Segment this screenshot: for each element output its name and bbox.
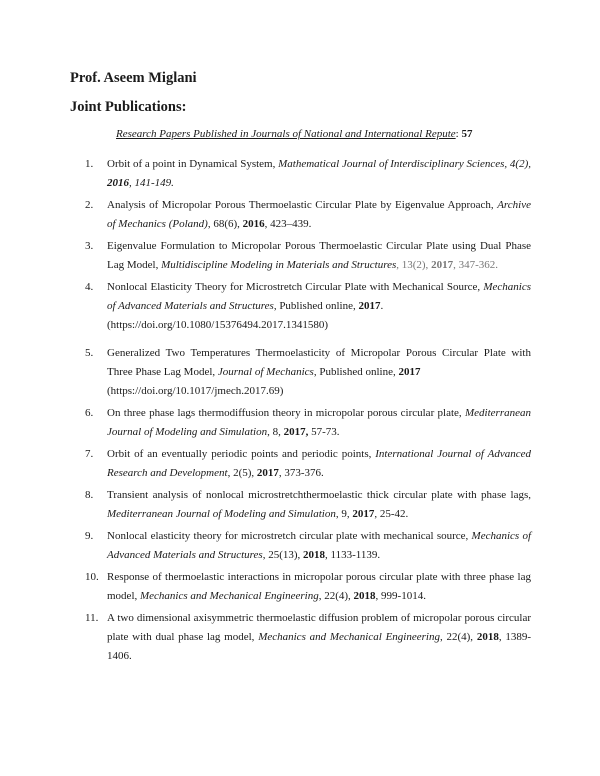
volume-issue: , 25(13), (262, 549, 304, 561)
publication-item (85, 196, 531, 234)
subtitle-separator: : (455, 128, 462, 140)
publication-item (85, 568, 531, 606)
paper-title: A two dimensional axisymmetric thermoelastic diffusion problem of micropolar porous circular plate with dual phase lag model, (107, 612, 531, 643)
journal-name: Mechanics of Advanced Materials and Structures (107, 530, 532, 561)
pages: , 999-1014. (375, 590, 426, 602)
pages: 57-73. (308, 426, 340, 438)
journal-name: Mathematical Journal of Interdisciplinary Sciences, 4(2), (278, 158, 531, 170)
publication-year: 2017 (358, 300, 381, 312)
publications-subtitle (116, 128, 472, 140)
pages: , 25-42. (374, 508, 409, 520)
journal-name: Mediterranean Journal of Modeling and Simulation (107, 407, 531, 438)
publication-year: 2016 (242, 218, 265, 230)
volume-issue: , 9, (335, 508, 353, 520)
item-number: 3. (85, 240, 94, 252)
pages: , 373-376. (278, 467, 324, 479)
pages: , 347-362. (453, 259, 498, 271)
publication-status: , Published online, (273, 300, 359, 312)
publication-item (85, 344, 531, 401)
journal-name: Multidiscipline Modeling in Materials and Structures (161, 259, 397, 271)
subtitle-link: Research Papers Published in Journals of National and International Repute (116, 128, 456, 140)
publication-year: 2017, (283, 426, 309, 438)
journal-name: International Journal of Advanced Research and Development (107, 448, 531, 479)
section-heading: Joint Publications: (70, 99, 187, 115)
doi-link[interactable]: (https://doi.org/10.1017/jmech.2017.69) (107, 385, 284, 397)
journal-name: Mechanics of Advanced Materials and Structures (107, 281, 531, 312)
pages: , 1389-1406. (107, 631, 531, 662)
publication-count: 57 (461, 128, 473, 140)
item-number: 4. (85, 281, 94, 293)
paper-title: Eigenvalue Formulation to Micropolar Porous Thermoelastic Circular Plate using Dual Phase Lag Model, (107, 240, 531, 271)
publication-year: 2018 (303, 549, 326, 561)
journal-name: Archive of Mechanics (Poland) (107, 199, 531, 230)
item-number: 10. (85, 571, 99, 583)
doi-link[interactable]: (https://doi.org/10.1080/15376494.2017.1341580) (107, 319, 329, 331)
item-number: 1. (85, 158, 94, 170)
paper-title: Transient analysis of nonlocal microstretchthermoelastic thick circular plate with phase lags, (107, 489, 531, 501)
paper-title: Response of thermoelastic interactions in micropolar porous circular plate with three phase lag model, (107, 571, 531, 602)
paper-title: Analysis of Micropolar Porous Thermoelastic Circular Plate by Eigenvalue Approach, (107, 199, 498, 211)
volume-issue: , 13(2), (396, 259, 432, 271)
publication-item (85, 527, 531, 565)
publication-item (85, 278, 531, 335)
publication-year: 2017 (352, 508, 375, 520)
volume-issue: , 8, (267, 426, 284, 438)
publication-item (85, 609, 531, 666)
item-number: 8. (85, 489, 94, 501)
volume-issue: , 68(6), (207, 218, 243, 230)
publication-year: 2018 (476, 631, 499, 643)
publication-item (85, 155, 531, 193)
publication-year: 2017 (256, 467, 279, 479)
paper-title: Nonlocal Elasticity Theory for Microstretch Circular Plate with Mechanical Source, (107, 281, 484, 293)
paper-title: Orbit of a point in Dynamical System, (107, 158, 279, 170)
pages: , 423–439. (264, 218, 312, 230)
journal-name: Mediterranean Journal of Modeling and Simulation (107, 508, 336, 520)
publication-status: , Published online, (313, 366, 399, 378)
paper-title: On three phase lags thermodiffusion theory in micropolar porous circular plate, (107, 407, 466, 419)
paper-title: Nonlocal elasticity theory for microstretch circular plate with mechanical source, (107, 530, 472, 542)
item-number: 11. (85, 612, 99, 624)
volume-issue: , 22(4), (439, 631, 477, 643)
publication-list (85, 155, 531, 669)
pages: , 141-149. (129, 177, 174, 189)
journal-name: Mechanics and Mechanical Engineering (140, 590, 319, 602)
publication-year: 2017 (398, 366, 421, 378)
pages: . (380, 300, 384, 312)
publication-year: 2016 (107, 177, 129, 189)
publication-item (85, 404, 531, 442)
publication-item (85, 486, 531, 524)
item-number: 9. (85, 530, 94, 542)
journal-name: Mechanics and Mechanical Engineering (258, 631, 440, 643)
item-number: 2. (85, 199, 94, 211)
publication-year: 2017 (431, 259, 454, 271)
item-number: 7. (85, 448, 94, 460)
paper-title: Orbit of an eventually periodic points and periodic points, (107, 448, 376, 460)
publication-item (85, 445, 531, 483)
publication-year: 2018 (353, 590, 376, 602)
author-name: Prof. Aseem Miglani (70, 70, 197, 86)
item-number: 6. (85, 407, 94, 419)
item-number: 5. (85, 347, 94, 359)
volume-issue: , 22(4), (318, 590, 354, 602)
journal-name: Journal of Mechanics (217, 366, 314, 378)
pages: , 1133-1139. (325, 549, 381, 561)
publication-item (85, 237, 531, 275)
paper-title: Generalized Two Temperatures Thermoelasticity of Micropolar Porous Circular Plate with Three Phase Lag Model, (107, 347, 531, 378)
volume-issue: , 2(5), (227, 467, 257, 479)
